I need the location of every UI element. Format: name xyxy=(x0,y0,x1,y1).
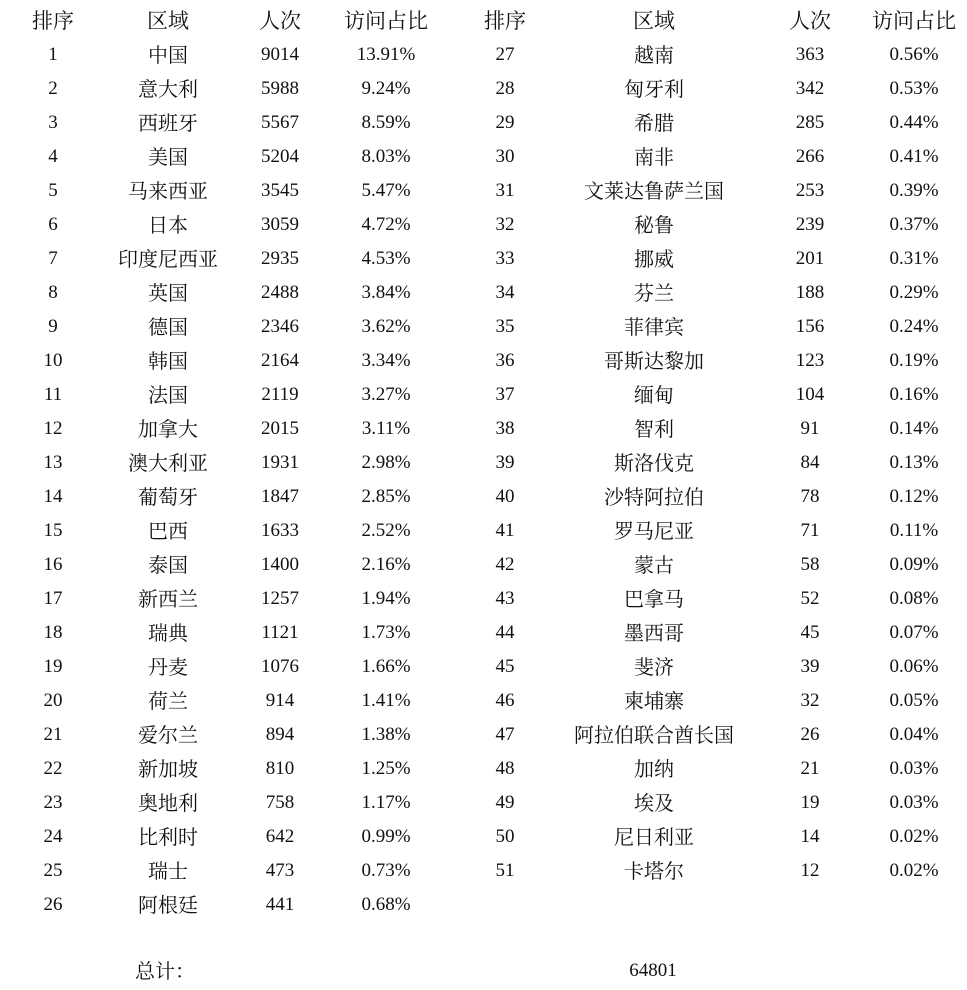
rank-cell: 45 xyxy=(495,656,515,677)
share-cell: 0.37% xyxy=(889,214,939,235)
region-cell: 西班牙 xyxy=(138,111,198,135)
region-cell: 蒙古 xyxy=(634,553,674,577)
region-cell: 瑞士 xyxy=(148,859,188,883)
share-cell: 0.53% xyxy=(889,78,939,99)
count-cell: 21 xyxy=(800,758,820,779)
table-row xyxy=(0,888,967,922)
rank-cell: 28 xyxy=(495,78,515,99)
table-row xyxy=(0,310,967,344)
count-cell: 5204 xyxy=(261,146,299,167)
rank-cell: 39 xyxy=(495,452,515,473)
count-cell: 810 xyxy=(265,758,295,779)
rank-cell: 9 xyxy=(48,316,58,337)
share-cell: 4.72% xyxy=(361,214,411,235)
total-label: 总计： xyxy=(135,959,195,983)
share-cell: 0.12% xyxy=(889,486,939,507)
rank-cell: 17 xyxy=(43,588,63,609)
rank-cell: 34 xyxy=(495,282,515,303)
count-cell: 1076 xyxy=(261,656,299,677)
share-cell: 4.53% xyxy=(361,248,411,269)
rank-cell: 21 xyxy=(43,724,63,745)
table-row xyxy=(0,208,967,242)
share-cell: 2.52% xyxy=(361,520,411,541)
rank-cell: 30 xyxy=(495,146,515,167)
rank-cell: 38 xyxy=(495,418,515,439)
share-cell: 13.91% xyxy=(356,44,416,65)
count-cell: 2164 xyxy=(261,350,299,371)
count-cell: 1121 xyxy=(261,622,299,643)
count-cell: 1633 xyxy=(261,520,299,541)
count-cell: 32 xyxy=(800,690,820,711)
region-cell: 卡塔尔 xyxy=(624,859,684,883)
count-cell: 5988 xyxy=(261,78,299,99)
share-cell: 5.47% xyxy=(361,180,411,201)
region-cell: 加纳 xyxy=(634,757,674,781)
rank-cell: 10 xyxy=(43,350,63,371)
count-cell: 3545 xyxy=(261,180,299,201)
share-cell: 2.98% xyxy=(361,452,411,473)
region-cell: 斯洛伐克 xyxy=(614,451,694,475)
table-row xyxy=(0,446,967,480)
rank-cell: 31 xyxy=(495,180,515,201)
table-row xyxy=(0,514,967,548)
region-cell: 德国 xyxy=(148,315,188,339)
count-cell: 45 xyxy=(800,622,820,643)
region-cell: 阿拉伯联合酋长国 xyxy=(574,723,734,747)
region-cell: 泰国 xyxy=(148,553,188,577)
count-cell: 285 xyxy=(795,112,825,133)
count-cell: 2346 xyxy=(261,316,299,337)
rank-cell: 18 xyxy=(43,622,63,643)
count-cell: 239 xyxy=(795,214,825,235)
region-cell: 新加坡 xyxy=(138,757,198,781)
share-cell: 0.09% xyxy=(889,554,939,575)
share-cell: 0.02% xyxy=(889,826,939,847)
count-cell: 84 xyxy=(800,452,820,473)
table-row xyxy=(0,242,967,276)
count-cell: 894 xyxy=(265,724,295,745)
region-cell: 巴拿马 xyxy=(624,587,684,611)
rank-cell: 25 xyxy=(43,860,63,881)
share-cell: 0.19% xyxy=(889,350,939,371)
table-row xyxy=(0,582,967,616)
region-cell: 智利 xyxy=(634,417,674,441)
region-cell: 柬埔寨 xyxy=(624,689,684,713)
region-cell: 瑞典 xyxy=(148,621,188,645)
region-cell: 罗马尼亚 xyxy=(614,519,694,543)
rank-cell: 15 xyxy=(43,520,63,541)
table-row xyxy=(0,174,967,208)
share-cell: 0.31% xyxy=(889,248,939,269)
header-rank-right: 排序 xyxy=(484,9,526,33)
table-row xyxy=(0,820,967,854)
count-cell: 642 xyxy=(265,826,295,847)
rank-cell: 23 xyxy=(43,792,63,813)
share-cell: 0.56% xyxy=(889,44,939,65)
share-cell: 8.03% xyxy=(361,146,411,167)
share-cell: 0.41% xyxy=(889,146,939,167)
table-row xyxy=(0,378,967,412)
count-cell: 363 xyxy=(795,44,825,65)
rank-cell: 37 xyxy=(495,384,515,405)
region-cell: 匈牙利 xyxy=(624,77,684,101)
share-cell: 0.29% xyxy=(889,282,939,303)
table-row xyxy=(0,718,967,752)
region-cell: 秘鲁 xyxy=(634,213,674,237)
table-row xyxy=(0,106,967,140)
table-row xyxy=(0,752,967,786)
share-cell: 0.07% xyxy=(889,622,939,643)
table-body xyxy=(0,38,967,922)
rank-cell: 19 xyxy=(43,656,63,677)
share-cell: 2.16% xyxy=(361,554,411,575)
rank-cell: 42 xyxy=(495,554,515,575)
header-share-left: 访问占比 xyxy=(344,9,428,33)
table-row xyxy=(0,854,967,888)
region-cell: 加拿大 xyxy=(138,417,198,441)
share-cell: 1.17% xyxy=(361,792,411,813)
region-cell: 法国 xyxy=(148,383,188,407)
header-region-right: 区域 xyxy=(633,9,675,33)
count-cell: 253 xyxy=(795,180,825,201)
rank-cell: 24 xyxy=(43,826,63,847)
count-cell: 123 xyxy=(795,350,825,371)
count-cell: 52 xyxy=(800,588,820,609)
share-cell: 0.02% xyxy=(889,860,939,881)
region-cell: 澳大利亚 xyxy=(128,451,208,475)
header-region-left: 区域 xyxy=(147,9,189,33)
count-cell: 2015 xyxy=(261,418,299,439)
region-cell: 意大利 xyxy=(138,77,198,101)
count-cell: 19 xyxy=(800,792,820,813)
count-cell: 2935 xyxy=(261,248,299,269)
rank-cell: 5 xyxy=(48,180,58,201)
share-cell: 0.04% xyxy=(889,724,939,745)
header-share-right: 访问占比 xyxy=(872,9,956,33)
share-cell: 0.11% xyxy=(889,520,939,541)
rank-cell: 8 xyxy=(48,282,58,303)
table-row xyxy=(0,140,967,174)
region-cell: 英国 xyxy=(148,281,188,305)
header-row xyxy=(0,4,967,38)
region-cell: 越南 xyxy=(634,43,674,67)
rank-cell: 40 xyxy=(495,486,515,507)
table-row xyxy=(0,344,967,378)
share-cell: 3.62% xyxy=(361,316,411,337)
count-cell: 201 xyxy=(795,248,825,269)
table-row xyxy=(0,412,967,446)
share-cell: 0.03% xyxy=(889,792,939,813)
region-cell: 希腊 xyxy=(634,111,674,135)
count-cell: 188 xyxy=(795,282,825,303)
rank-cell: 43 xyxy=(495,588,515,609)
region-cell: 沙特阿拉伯 xyxy=(604,485,704,509)
share-cell: 0.05% xyxy=(889,690,939,711)
share-cell: 3.27% xyxy=(361,384,411,405)
region-cell: 巴西 xyxy=(148,519,188,543)
share-cell: 0.03% xyxy=(889,758,939,779)
region-cell: 爱尔兰 xyxy=(138,723,198,747)
table-row xyxy=(0,650,967,684)
count-cell: 12 xyxy=(800,860,820,881)
region-cell: 中国 xyxy=(148,43,188,67)
count-cell: 473 xyxy=(265,860,295,881)
count-cell: 14 xyxy=(800,826,820,847)
table-row xyxy=(0,548,967,582)
visit-stats-table xyxy=(0,4,967,922)
table-row xyxy=(0,616,967,650)
count-cell: 1400 xyxy=(261,554,299,575)
rank-cell: 36 xyxy=(495,350,515,371)
share-cell: 3.11% xyxy=(361,418,411,439)
share-cell: 1.94% xyxy=(361,588,411,609)
region-cell: 比利时 xyxy=(138,825,198,849)
rank-cell: 44 xyxy=(495,622,515,643)
rank-cell: 29 xyxy=(495,112,515,133)
rank-cell: 46 xyxy=(495,690,515,711)
table-row xyxy=(0,786,967,820)
region-cell: 新西兰 xyxy=(138,587,198,611)
table-row xyxy=(0,480,967,514)
count-cell: 1931 xyxy=(261,452,299,473)
count-cell: 2488 xyxy=(261,282,299,303)
rank-cell: 20 xyxy=(43,690,63,711)
region-cell: 马来西亚 xyxy=(128,179,208,203)
header-rank-left: 排序 xyxy=(32,9,74,33)
region-cell: 韩国 xyxy=(148,349,188,373)
region-cell: 奥地利 xyxy=(138,791,198,815)
count-cell: 78 xyxy=(800,486,820,507)
rank-cell: 11 xyxy=(43,384,63,405)
share-cell: 1.66% xyxy=(361,656,411,677)
table-row xyxy=(0,276,967,310)
share-cell: 0.44% xyxy=(889,112,939,133)
rank-cell: 47 xyxy=(495,724,515,745)
count-cell: 71 xyxy=(800,520,820,541)
share-cell: 0.24% xyxy=(889,316,939,337)
rank-cell: 51 xyxy=(495,860,515,881)
count-cell: 58 xyxy=(800,554,820,575)
region-cell: 阿根廷 xyxy=(138,893,198,917)
share-cell: 0.68% xyxy=(361,894,411,915)
region-cell: 文莱达鲁萨兰国 xyxy=(584,179,724,203)
rank-cell: 33 xyxy=(495,248,515,269)
count-cell: 758 xyxy=(265,792,295,813)
count-cell: 39 xyxy=(800,656,820,677)
count-cell: 266 xyxy=(795,146,825,167)
share-cell: 0.73% xyxy=(361,860,411,881)
header-count-left: 人次 xyxy=(259,9,301,33)
share-cell: 0.13% xyxy=(889,452,939,473)
rank-cell: 13 xyxy=(43,452,63,473)
table-row xyxy=(0,38,967,72)
region-cell: 尼日利亚 xyxy=(614,825,694,849)
region-cell: 缅甸 xyxy=(634,383,674,407)
rank-cell: 49 xyxy=(495,792,515,813)
share-cell: 0.16% xyxy=(889,384,939,405)
count-cell: 9014 xyxy=(261,44,299,65)
rank-cell: 14 xyxy=(43,486,63,507)
rank-cell: 2 xyxy=(48,78,58,99)
share-cell: 3.34% xyxy=(361,350,411,371)
count-cell: 441 xyxy=(265,894,295,915)
rank-cell: 1 xyxy=(48,44,58,65)
count-cell: 914 xyxy=(265,690,295,711)
region-cell: 日本 xyxy=(148,213,188,237)
count-cell: 104 xyxy=(795,384,825,405)
rank-cell: 35 xyxy=(495,316,515,337)
rank-cell: 3 xyxy=(48,112,58,133)
share-cell: 1.38% xyxy=(361,724,411,745)
share-cell: 0.14% xyxy=(889,418,939,439)
share-cell: 1.41% xyxy=(361,690,411,711)
rank-cell: 50 xyxy=(495,826,515,847)
region-cell: 丹麦 xyxy=(148,655,188,679)
share-cell: 1.73% xyxy=(361,622,411,643)
rank-cell: 6 xyxy=(48,214,58,235)
region-cell: 南非 xyxy=(634,145,674,169)
count-cell: 342 xyxy=(795,78,825,99)
rank-cell: 16 xyxy=(43,554,63,575)
share-cell: 0.08% xyxy=(889,588,939,609)
rank-cell: 7 xyxy=(48,248,58,269)
count-cell: 5567 xyxy=(261,112,299,133)
rank-cell: 4 xyxy=(48,146,58,167)
region-cell: 荷兰 xyxy=(148,689,188,713)
region-cell: 印度尼西亚 xyxy=(118,247,218,271)
count-cell: 26 xyxy=(800,724,820,745)
share-cell: 8.59% xyxy=(361,112,411,133)
rank-cell: 26 xyxy=(43,894,63,915)
region-cell: 葡萄牙 xyxy=(138,485,198,509)
rank-cell: 32 xyxy=(495,214,515,235)
count-cell: 3059 xyxy=(261,214,299,235)
share-cell: 3.84% xyxy=(361,282,411,303)
region-cell: 美国 xyxy=(148,145,188,169)
rank-cell: 41 xyxy=(495,520,515,541)
region-cell: 哥斯达黎加 xyxy=(604,349,704,373)
region-cell: 墨西哥 xyxy=(624,621,684,645)
region-cell: 菲律宾 xyxy=(624,315,684,339)
count-cell: 1847 xyxy=(261,486,299,507)
share-cell: 0.06% xyxy=(889,656,939,677)
rank-cell: 48 xyxy=(495,758,515,779)
region-cell: 挪威 xyxy=(634,247,674,271)
count-cell: 156 xyxy=(795,316,825,337)
total-value: 64801 xyxy=(629,960,677,981)
table-row xyxy=(0,72,967,106)
table-row xyxy=(0,684,967,718)
region-cell: 斐济 xyxy=(634,655,674,679)
share-cell: 9.24% xyxy=(361,78,411,99)
rank-cell: 12 xyxy=(43,418,63,439)
rank-cell: 27 xyxy=(495,44,515,65)
region-cell: 芬兰 xyxy=(634,281,674,305)
count-cell: 1257 xyxy=(261,588,299,609)
share-cell: 1.25% xyxy=(361,758,411,779)
share-cell: 0.39% xyxy=(889,180,939,201)
count-cell: 91 xyxy=(800,418,820,439)
header-count-right: 人次 xyxy=(789,9,831,33)
count-cell: 2119 xyxy=(261,384,299,405)
rank-cell: 22 xyxy=(43,758,63,779)
share-cell: 2.85% xyxy=(361,486,411,507)
share-cell: 0.99% xyxy=(361,826,411,847)
region-cell: 埃及 xyxy=(634,791,674,815)
